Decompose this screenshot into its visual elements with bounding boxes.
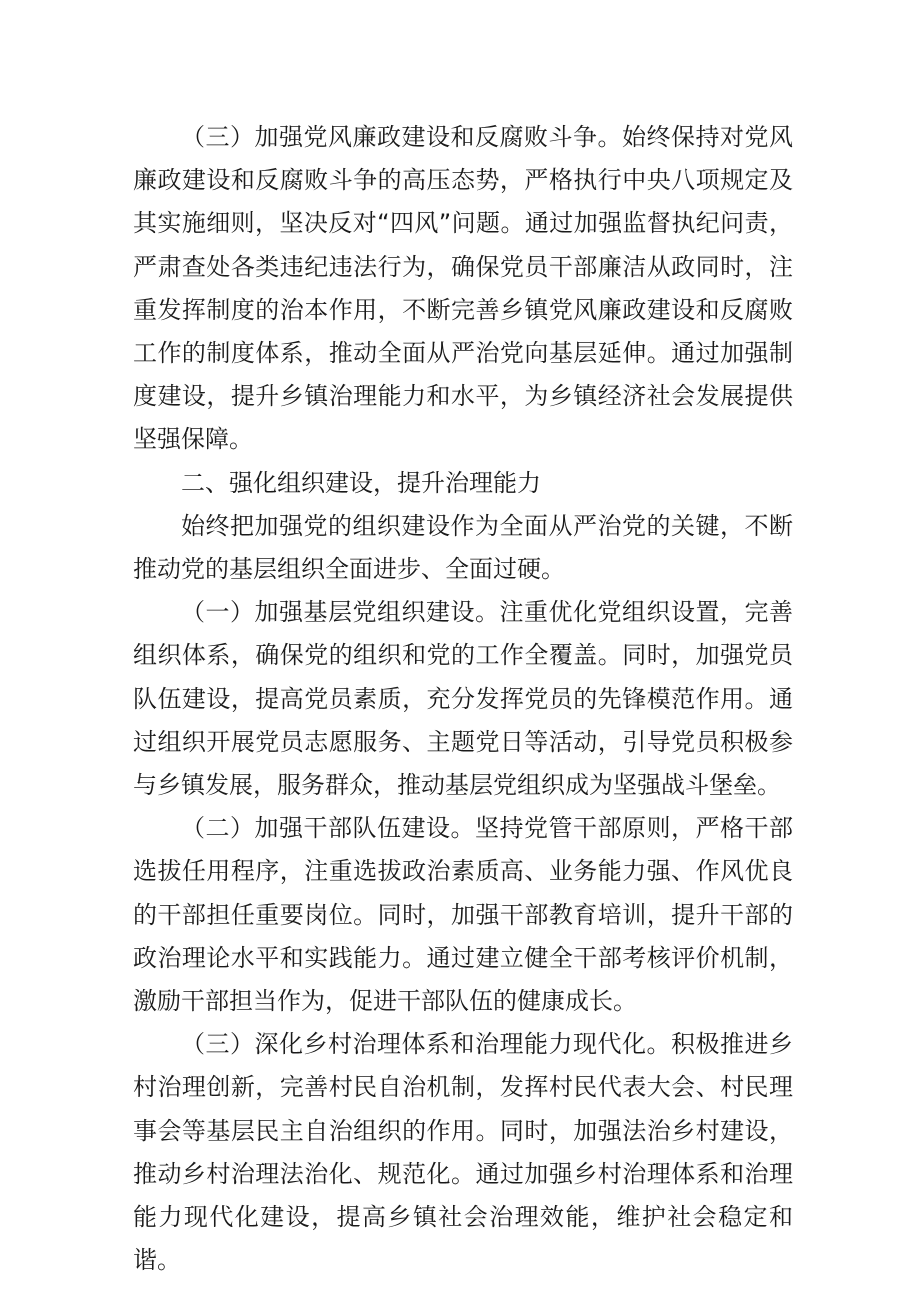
paragraph-rural-governance: （三）深化乡村治理体系和治理能力现代化。积极推进乡村治理创新，完善村民自治机制，发挥村民代表大会、村民理事会等基层民主自治组织的作用。同时，加强法治乡村建设，推动乡村治理法治化、规范化。通过加强乡村治理体系和治理能力现代化建设，提高乡镇社会治理效能，维护社会稳定和谐。: [133, 1030, 793, 1275]
paragraph-organization-intro: 始终把加强党的组织建设作为全面从严治党的关键，不断推动党的基层组织全面进步、全面过硬。: [133, 511, 793, 584]
paragraph-cadre-team: （二）加强干部队伍建设。坚持党管干部原则，严格干部选拔任用程序，注重选拔政治素质高、业务能力强、作风优良的干部担任重要岗位。同时，加强干部教育培训，提升干部的政治理论水平和实践能力。通过建立健全干部考核评价机制，激励干部担当作为，促进干部队伍的健康成长。: [133, 814, 793, 1016]
paragraph-anti-corruption: （三）加强党风廉政建设和反腐败斗争。始终保持对党风廉政建设和反腐败斗争的高压态势，严格执行中央八项规定及其实施细则，坚决反对“四风”问题。通过加强监督执纪问责，严肃查处各类违纪违法行为，确保党员干部廉洁从政同时，注重发挥制度的治本作用，不断完善乡镇党风廉政建设和反腐败工作的制度体系，推动全面从严治党向基层延伸。通过加强制度建设，提升乡镇治理能力和水平，为乡镇经济社会发展提供坚强保障。: [133, 123, 793, 454]
section-heading-organization: 二、强化组织建设，提升治理能力: [181, 468, 541, 497]
document-body: [133, 116, 793, 1282]
paragraph-grassroots-party: （一）加强基层党组织建设。注重优化党组织设置，完善组织体系，确保党的组织和党的工作全覆盖。同时，加强党员队伍建设，提高党员素质，充分发挥党员的先锋模范作用。通过组织开展党员志愿服务、主题党日等活动，引导党员积极参与乡镇发展，服务群众，推动基层党组织成为坚强战斗堡垒。: [133, 598, 793, 800]
